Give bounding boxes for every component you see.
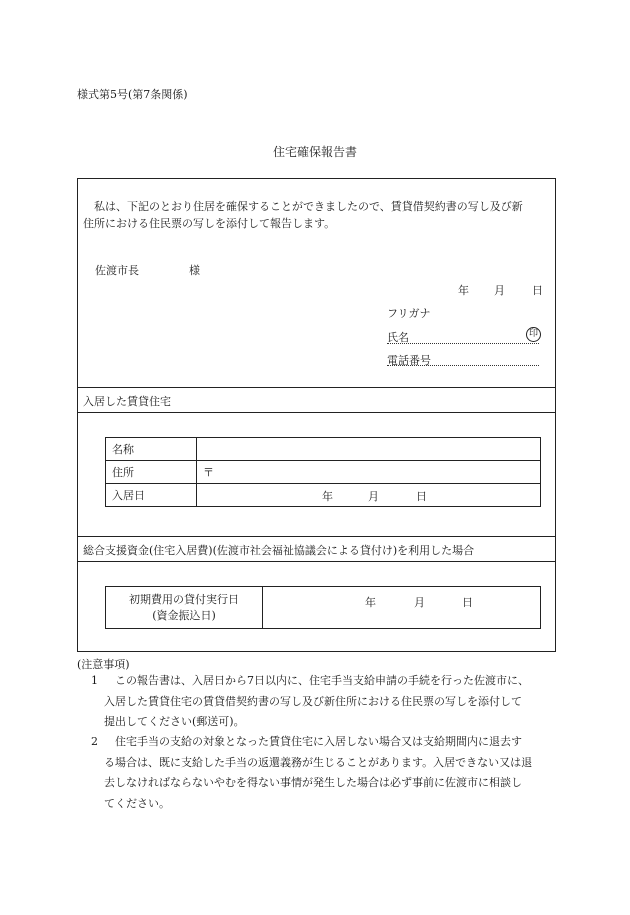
note-number: 1 bbox=[91, 674, 98, 687]
date-day-label: 日 bbox=[532, 284, 543, 297]
form-number: 様式第5号(第7条関係) bbox=[77, 88, 188, 101]
name-label: 氏名 bbox=[387, 331, 409, 344]
divider bbox=[78, 412, 555, 413]
housing-address-label: 住所 bbox=[106, 461, 197, 484]
intro-line-2: 住所における住民票の写しを添付して報告します。 bbox=[83, 217, 336, 230]
housing-name-field[interactable] bbox=[197, 438, 541, 461]
move-in-date-field[interactable] bbox=[197, 484, 541, 507]
date-year-label: 年 bbox=[322, 490, 333, 503]
date-month-label: 月 bbox=[414, 596, 425, 609]
phone-field[interactable] bbox=[387, 365, 539, 366]
table-row bbox=[106, 484, 541, 507]
note-line: る場合は、既に支給した手当の返還義務が生じることがあります。入居できない又は退 bbox=[104, 755, 533, 769]
move-in-date-label: 入居日 bbox=[106, 484, 197, 507]
loan-section-heading: 総合支援資金(住宅入居費)(佐渡市社会福祉協議会による貸付け)を利用した場合 bbox=[83, 544, 475, 557]
note-line: てください。 bbox=[104, 796, 170, 810]
name-field[interactable] bbox=[387, 343, 539, 344]
intro-text bbox=[83, 198, 553, 232]
note-number: 2 bbox=[91, 735, 98, 748]
furigana-label: フリガナ bbox=[387, 307, 431, 320]
addressee-suffix: 様 bbox=[189, 264, 200, 277]
note-line: この報告書は、入居日から7日以内に、住宅手当支給申請の手続を行った佐渡市に、 bbox=[115, 674, 529, 687]
note-item bbox=[91, 732, 559, 814]
intro-line-1: 私は、下記のとおり住居を確保することができましたので、賃貸借契約書の写し及び新 bbox=[94, 200, 523, 213]
loan-table bbox=[105, 586, 541, 629]
divider bbox=[78, 536, 555, 537]
addressee: 佐渡市長 bbox=[95, 264, 139, 277]
date-year-label: 年 bbox=[458, 284, 469, 297]
note-line: 入居した賃貸住宅の賃貸借契約書の写し及び新住所における住民票の写しを添付して bbox=[104, 694, 522, 708]
note-line: 提出してください(郵送可)。 bbox=[104, 715, 245, 728]
loan-date-label-line-2: (資金振込日) bbox=[152, 608, 216, 622]
note-item bbox=[91, 671, 559, 733]
housing-section-heading: 入居した賃貸住宅 bbox=[83, 395, 171, 408]
table-row bbox=[106, 587, 541, 629]
date-year-label: 年 bbox=[365, 596, 376, 609]
date-day-label: 日 bbox=[462, 596, 473, 609]
housing-table bbox=[105, 437, 541, 507]
loan-date-label-line-1: 初期費用の貸付実行日 bbox=[129, 592, 239, 606]
date-month-label: 月 bbox=[494, 284, 505, 297]
document-title: 住宅確保報告書 bbox=[272, 145, 357, 159]
date-month-label: 月 bbox=[368, 490, 379, 503]
housing-address-field[interactable]: 〒 bbox=[197, 461, 541, 484]
table-row bbox=[106, 461, 541, 484]
divider bbox=[78, 387, 555, 388]
date-day-label: 日 bbox=[416, 490, 427, 503]
table-row bbox=[106, 438, 541, 461]
phone-label: 電話番号 bbox=[387, 354, 431, 367]
report-form-box bbox=[77, 178, 556, 652]
note-line: 住宅手当の支給の対象となった賃貸住宅に入居しない場合又は支給期間内に退去す bbox=[115, 735, 522, 748]
note-line: 去しなければならないやむを得ない事情が発生した場合は必ず事前に佐渡市に相談し bbox=[104, 776, 522, 789]
loan-date-label bbox=[106, 587, 263, 629]
notes-header: (注意事項) bbox=[77, 658, 130, 671]
seal-icon: 印 bbox=[526, 327, 541, 342]
divider bbox=[78, 561, 555, 562]
housing-name-label: 名称 bbox=[106, 438, 197, 461]
loan-date-field[interactable] bbox=[263, 587, 541, 629]
